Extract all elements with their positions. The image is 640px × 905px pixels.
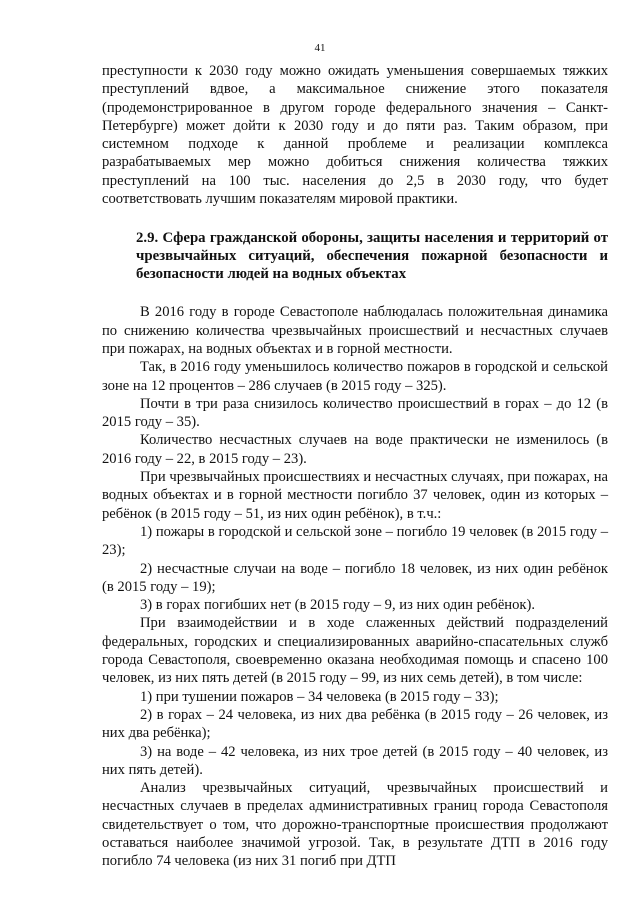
paragraph-fires: Так, в 2016 году уменьшилось количество пожаров в городской и сельской зоне на 12 процентов – 286 случаев (в 2015 году – 325). [102,359,608,394]
list-item-deaths-fires: 1) пожары в городской и сельской зоне – погибло 19 человек (в 2015 году – 23); [102,523,608,559]
paragraph-rescued: При взаимодействии и в ходе слаженных действий подразделений федеральных, городских и специализированных аварийно-спасательных служб города Севастополя, своевременно оказана необходимая помощь и спасено 100 человек, из них пять детей (в 2015 году – 99, из них семь детей), в том числе: [102,615,608,687]
list-item-rescued-mountains: 2) в горах – 24 человека, из них два ребёнка (в 2015 году – 26 человек, из них два ребёнка); [102,706,608,742]
intro-paragraph: преступности к 2030 году можно ожидать уменьшения совершаемых тяжких преступлений вдвое, а максимальное снижение этого показателя (продемонстрированное в другом городе федерального значения – Санкт-Петербурге) может дойти к 2030 году и до пяти раз. Таким образом, при системном подходе к данной проблеме и реализации комплекса разрабатываемых мер можно добиться снижения количества тяжких преступлений на 100 тыс. населения до 2,5 в 2030 году, что будет соответствовать лучшим показателям мировой практики. [102,63,608,208]
list-item-rescued-fires: 1) при тушении пожаров – 34 человека (в 2015 году – 33); [140,688,499,705]
section-heading: 2.9. Сфера гражданской обороны, защиты населения и территорий от чрезвычайных ситуаций, обеспечения пожарной безопасности и безопасности людей на водных объектах [136,230,608,283]
document-body [102,62,608,871]
page-number: 41 [314,42,326,54]
paragraph-analysis: Анализ чрезвычайных ситуаций, чрезвычайных происшествий и несчастных случаев в пределах административных границ города Севастополя свидетельствует о том, что дорожно-транспортные происшествия продолжают оставаться наиболее значимой угрозой. Так, в результате ДТП в 2016 году погибло 74 человека (из них 31 погиб при ДТП [102,780,608,870]
list-item-rescued-water: 3) на воде – 42 человека, из них трое детей (в 2015 году – 40 человек, из них пять детей). [102,743,608,778]
list-item-deaths-mountains: 3) в горах погибших нет (в 2015 году – 9, из них один ребёнок). [140,597,535,614]
paragraph-dynamics: В 2016 году в городе Севастополе наблюдалась положительная динамика по снижению количества чрезвычайных происшествий и несчастных случаев при пожарах, на водных объектах и в горной местности. [102,304,608,357]
paragraph-water: Количество несчастных случаев на воде практически не изменилось (в 2016 году – 22, в 2015 году – 23). [102,432,608,467]
paragraph-mountains: Почти в три раза снизилось количество происшествий в горах – до 12 (в 2015 году – 35). [102,395,608,431]
paragraph-deaths: При чрезвычайных происшествиях и несчастных случаях, при пожарах, на водных объектах и в горной местности погибло 37 человек, один из которых – ребёнок (в 2015 году – 51, из них один ребёнок), в т.ч.: [102,469,608,522]
list-item-deaths-water: 2) несчастные случаи на воде – погибло 18 человек, из них один ребёнок (в 2015 году – 19); [102,560,608,595]
